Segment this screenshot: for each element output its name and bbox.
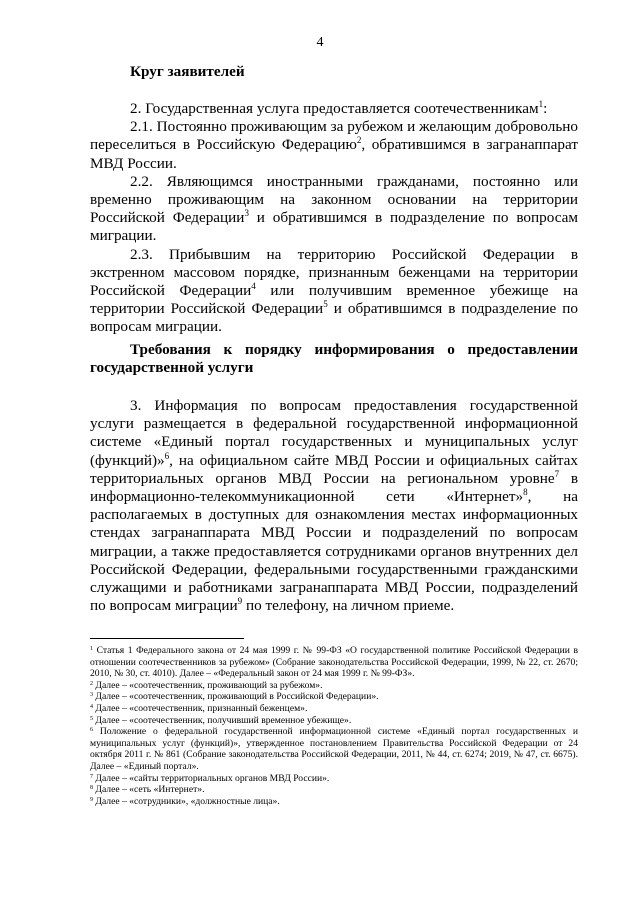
footnotes xyxy=(90,645,578,807)
footnote-ref-3: 3 xyxy=(244,208,249,219)
paragraph-3: 3. Информация по вопросам предоставления государственной услуги размещается в федеральной государственной информационной системе «Единый портал государственных и муниципальных услуг (функций)»$^6$, на официальном сайте МВД России и официальных сайтах территориальных органов МВД России на региональном уровне$^7$ в информационно-телекоммуникационной сети «Интернет»$^8$, на располагаемых в доступных для ознакомления местах информационных стендах загранаппарата МВД России и подразделений по вопросам миграции, а также предоставляется сотрудниками органов внутренних дел Российской Федерации, федеральными государственными гражданскими служащими и работниками загранаппарата МВД России, подразделений по вопросам миграции$^9$ по телефону, на личном приеме. xyxy=(90,397,578,615)
paragraph-2: 2. Государственная услуга предоставляется соотечественникам$^1$: xyxy=(130,99,548,117)
paragraph-2-1: 2.1. Постоянно проживающим за рубежом и желающим добровольно переселиться в Российскую Федерацию$^2$, обратившимся в загранаппарат МВД России. xyxy=(90,118,579,172)
footnote: $^7$ Далее – «сайты территориальных органов МВД России». xyxy=(90,772,330,784)
footnote-ref-2: 2 xyxy=(356,135,362,146)
paragraph-2-3: 2.3. Прибывшим на территорию Российской Федерации в экстренном массовом порядке, признанным беженцами на территории Российской Федерации$^4$ или получившим временное убежище на территории Российской Федерации$^5$ и обратившимся в подразделение по вопросам миграции. xyxy=(90,245,579,336)
footnote-ref-6: 6 xyxy=(164,450,170,461)
footnote: $^4$ Далее – «соотечественник, признанный беженцем». xyxy=(90,702,308,714)
footnote-ref-9: 9 xyxy=(237,596,243,607)
footnote: $^2$ Далее – «соотечественник, проживающий за рубежом». xyxy=(90,679,323,691)
page-number: 4 xyxy=(316,35,324,50)
footnote: $^1$ Статья 1 Федерального закона от 24 мая 1999 г. № 99-ФЗ «О государственной политике Российской Федерации в отношении соотечественников за рубежом» (Собрание законодательства Российской Федерации, 1999, № 22, ст. 2670; 2010, № 30, ст. 4010). Далее – «Федеральный закон от 24 мая 1999 г. № 99-ФЗ». xyxy=(90,645,578,680)
applicants-section-body xyxy=(90,100,578,337)
footnote-ref-4: 4 xyxy=(251,281,256,292)
footnote: $^9$ Далее – «сотрудники», «должностные лица». xyxy=(90,795,280,807)
section-heading-applicants: Круг заявителей xyxy=(130,63,245,80)
informing-section-body xyxy=(90,397,578,615)
footnote-ref-1: 1 xyxy=(538,99,544,109)
footnote-ref-7: 7 xyxy=(554,468,560,479)
paragraph-2-2: 2.2. Являющимся иностранными гражданами, постоянно или временно проживающим на законном основании на территории Российской Федерации$^3$ и обратившимся в подразделение по вопросам миграции. xyxy=(90,172,578,245)
footnote: $^8$ Далее – «сеть «Интернет». xyxy=(90,784,205,796)
footnote: $^5$ Далее – «соотечественник, получивший временное убежище». xyxy=(90,714,352,726)
footnote-ref-5: 5 xyxy=(323,299,328,310)
footnote-ref-8: 8 xyxy=(523,487,528,498)
section-heading-informing: Требования к порядку информирования о предоставлении государственной услуги xyxy=(90,341,578,377)
footnote: $^6$ Положение о федеральной государственной информационной системе «Единый портал государственных и муниципальных услуг (функций)», утвержденное постановлением Правительства Российской Федерации от 24 октября 2011 г. № 861 (Собрание законодательства Российской Федерации, 2011, № 44, ст. 6274; 2019, № 47, ст. 6675). Далее – «Единый портал». xyxy=(90,726,578,772)
footnote-separator xyxy=(90,638,244,639)
footnote: $^3$ Далее – «соотечественник, проживающий в Российской Федерации». xyxy=(90,691,379,703)
